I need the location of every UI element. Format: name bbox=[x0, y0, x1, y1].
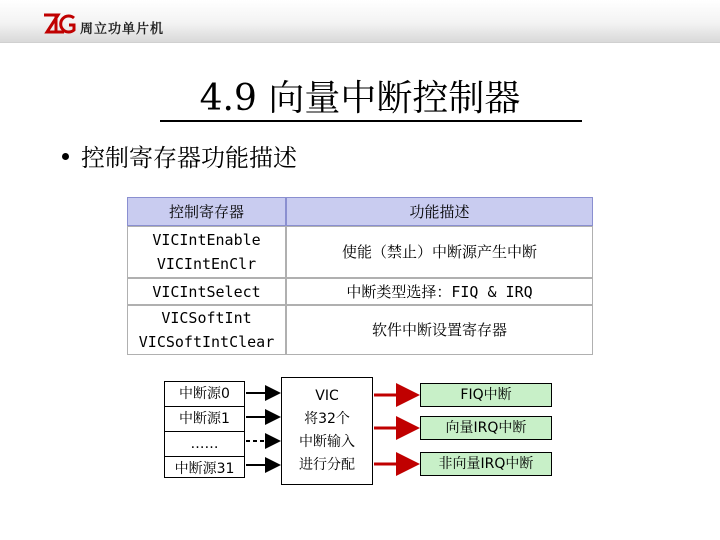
interrupt-source-item: 中断源31 bbox=[174, 461, 235, 477]
zlg-logo-icon bbox=[42, 12, 76, 36]
table-row-description bbox=[286, 278, 593, 305]
table-row-register bbox=[127, 278, 286, 305]
bullet-point bbox=[62, 138, 297, 173]
description-text: 软件中断设置寄存器 bbox=[371, 321, 507, 339]
interrupt-source-item: …… bbox=[165, 432, 244, 457]
output-nonvectored-irq: 非向量IRQ中断 bbox=[420, 452, 552, 476]
vic-box bbox=[281, 377, 373, 485]
output-vectored-irq: 向量IRQ中断 bbox=[420, 416, 552, 440]
register-name: VICSoftIntClear bbox=[138, 333, 275, 351]
table-row-description bbox=[286, 226, 593, 278]
output-fiq: FIQ中断 bbox=[420, 383, 552, 407]
interrupt-source-item: 中断源0 bbox=[165, 382, 244, 407]
register-name: VICIntEnClr bbox=[156, 255, 257, 273]
table-row-register bbox=[127, 305, 286, 355]
interrupt-source-item: 中断源1 bbox=[165, 407, 244, 432]
interrupt-sources-box bbox=[164, 381, 245, 478]
table-header-description bbox=[286, 197, 593, 226]
title-underline bbox=[160, 120, 582, 122]
header-label: 控制寄存器 bbox=[168, 202, 244, 221]
register-name: VICSoftInt bbox=[161, 309, 252, 327]
table-row-register bbox=[127, 226, 286, 278]
register-name: VICIntSelect bbox=[152, 282, 261, 301]
register-name: VICIntEnable bbox=[152, 231, 261, 249]
vic-line: 中断输入 bbox=[299, 434, 355, 450]
header-divider bbox=[0, 42, 720, 43]
vic-line: 进行分配 bbox=[299, 457, 355, 473]
table-header-register bbox=[127, 197, 286, 226]
vic-line: 将32个 bbox=[304, 411, 350, 427]
description-text: 中断类型选择：FIQ & IRQ bbox=[346, 282, 533, 301]
vic-line: VIC bbox=[315, 388, 339, 404]
bullet-dot-icon bbox=[62, 153, 69, 160]
table-row-description bbox=[286, 305, 593, 355]
bullet-text: 控制寄存器功能描述 bbox=[81, 144, 297, 172]
header-label: 功能描述 bbox=[409, 202, 470, 221]
brand-name: 周立功单片机 bbox=[80, 22, 165, 37]
page-title: 4.9 向量中断控制器 bbox=[199, 78, 521, 119]
description-text: 使能（禁止）中断源产生中断 bbox=[341, 243, 537, 261]
